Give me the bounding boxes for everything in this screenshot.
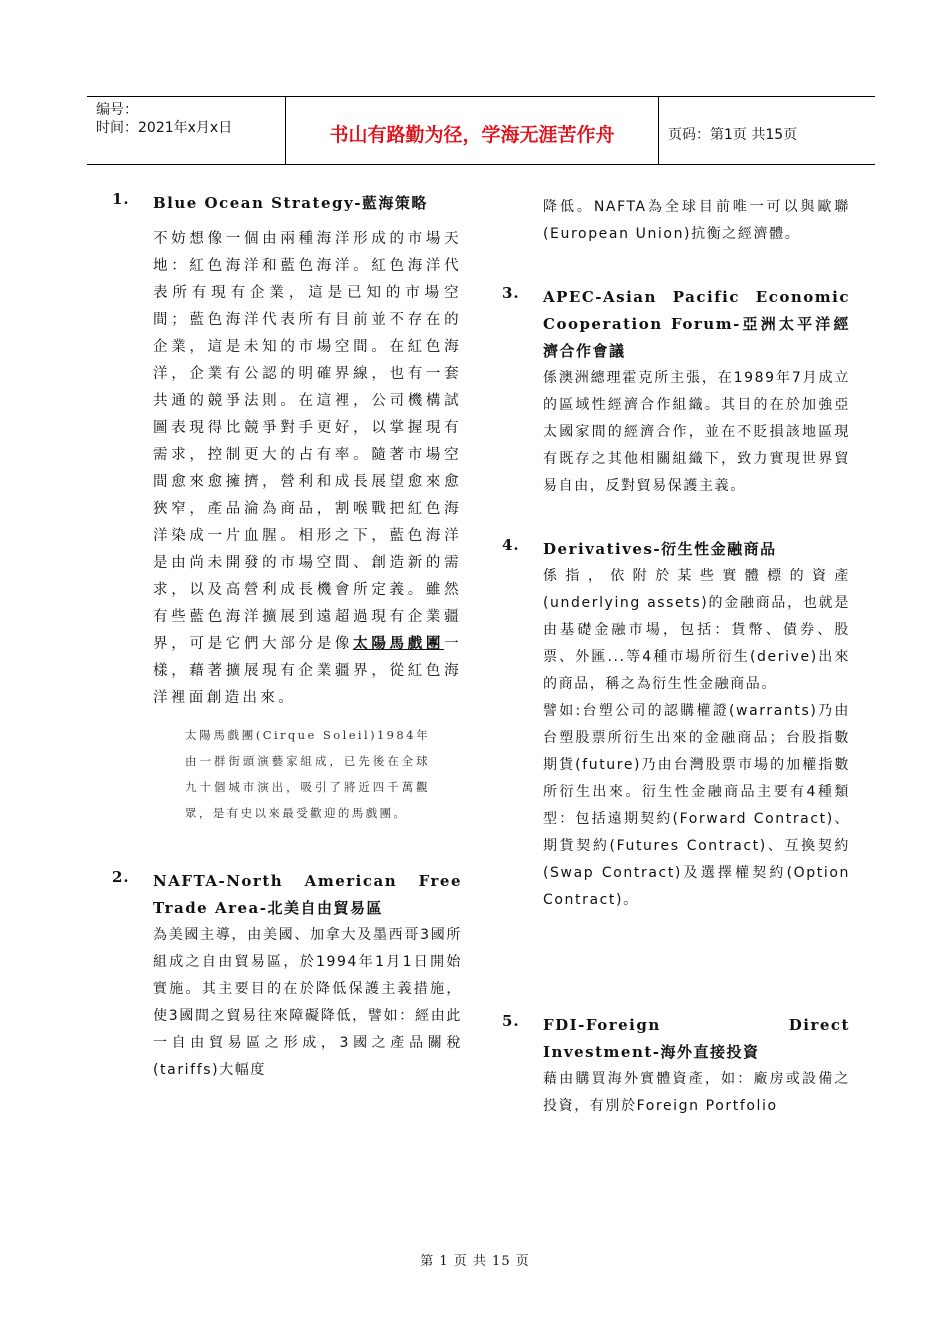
section-number: 2. [112, 868, 130, 886]
left-column [112, 190, 462, 1084]
section-number: 5. [502, 1012, 520, 1030]
section-body: 譬如:台塑公司的認購權證(warrants)乃由台塑股票所衍生出來的金融商品；台股指數期貨(future)乃由台灣股票市場的加權指數所衍生出來。衍生性金融商品主要有4種類型：包括遠期契約(Forward Contract)、期貨契約(Futures Contract)、互換契約(Swap Contract)及選擇權契約(Option Contract)。 [543, 703, 850, 908]
section-body-text: 一樣，藉著擴展現有企業疆界，從紅色海洋裡面創造出來。 [153, 636, 462, 706]
section-body [153, 226, 462, 712]
section-body-text: 不妨想像一個由兩種海洋形成的市場天地：紅色海洋和藍色海洋。紅色海洋代表所有現有企業，這是已知的市場空間；藍色海洋代表所有目前並不存在的企業，這是未知的市場空間。在紅色海洋，企業有公認的明確界線，也有一套共通的競爭法則。在這裡，公司機構試圖表現得比競爭對手更好，以掌握現有需求，控制更大的占有率。隨著市場空間愈來愈擁擠，營利和成長展望愈來愈狹窄，產品淪為商品，割喉戰把紅色海洋染成一片血腥。相形之下，藍色海洋是由尚未開發的市場空間、創造新的需求，以及高營利成長機會所定義。雖然有些藍色海洋擴展到遠超過現有企業疆界，可是它們大部分是像 [153, 231, 462, 652]
header-meta-cell [87, 97, 286, 164]
section-body: 藉由購買海外實體資產，如：廠房或設備之投資，有別於Foreign Portfolio [543, 1071, 850, 1114]
page-footer: 第 1 页 共 15 页 [420, 1254, 530, 1269]
section-title: Blue Ocean Strategy-藍海策略 [153, 194, 428, 212]
document-number-label: 编号： [96, 102, 138, 118]
document-header [87, 96, 875, 165]
footnote: 太陽馬戲團(Cirque Soleil)1984年由一群街頭演藝家組成，已先後在全球九十個城市演出，吸引了將近四千萬觀眾，是有史以來最受歡迎的馬戲團。 [185, 728, 430, 820]
section-5 [502, 1012, 850, 1120]
section-title: Derivatives-衍生性金融商品 [543, 540, 777, 558]
header-motto: 书山有路勤为径，学海无涯苦作舟 [286, 97, 659, 164]
header-page-info: 页码：第1页 共15页 [668, 126, 798, 143]
section-4 [502, 536, 850, 914]
section-body: 為美國主導，由美國、加拿大及墨西哥3國所組成之自由貿易區，於1994年1月1日開始實施。其主要目的在於降低保護主義措施，使3國間之貿易往來障礙降低，譬如：經由此一自由貿易區之形成，3國之產品關稅(tariffs)大幅度 [153, 927, 462, 1078]
section-body: 係澳洲總理霍克所主張，在1989年7月成立的區域性經濟合作組織。其目的在於加強亞太國家間的經濟合作，並在不貶損該地區現有既存之其他相關組織下，致力實現世界貿易自由，反對貿易保護主義。 [543, 370, 850, 494]
document-date-label: 时间：2021年x月x日 [96, 120, 233, 136]
section-title: APEC-Asian Pacific Economic Cooperation Forum-亞洲太平洋經濟合作會議 [543, 288, 850, 360]
section-number: 3. [502, 284, 520, 302]
right-column [502, 190, 850, 1120]
section-1 [112, 190, 462, 826]
section-2 [112, 868, 462, 1084]
section-3 [502, 284, 850, 500]
section-title: FDI-Foreign Direct Investment-海外直接投資 [543, 1016, 850, 1061]
section-title: NAFTA-North American Free Trade Area-北美自由貿易區 [153, 872, 462, 917]
section-2-continued: 降低。NAFTA為全球目前唯一可以與歐聯(European Union)抗衡之經濟體。 [543, 199, 850, 242]
cirque-soleil-link[interactable]: 太陽馬戲團 [353, 636, 445, 652]
section-number: 1. [112, 190, 130, 208]
section-number: 4. [502, 536, 520, 554]
section-body: 係指，依附於某些實體標的資產(underlying assets)的金融商品，也就是由基礎金融市場，包括：貨幣、債券、股票、外匯...等4種市場所衍生(derive)出來的商品，稱之為衍生性金融商品。 [543, 568, 850, 692]
